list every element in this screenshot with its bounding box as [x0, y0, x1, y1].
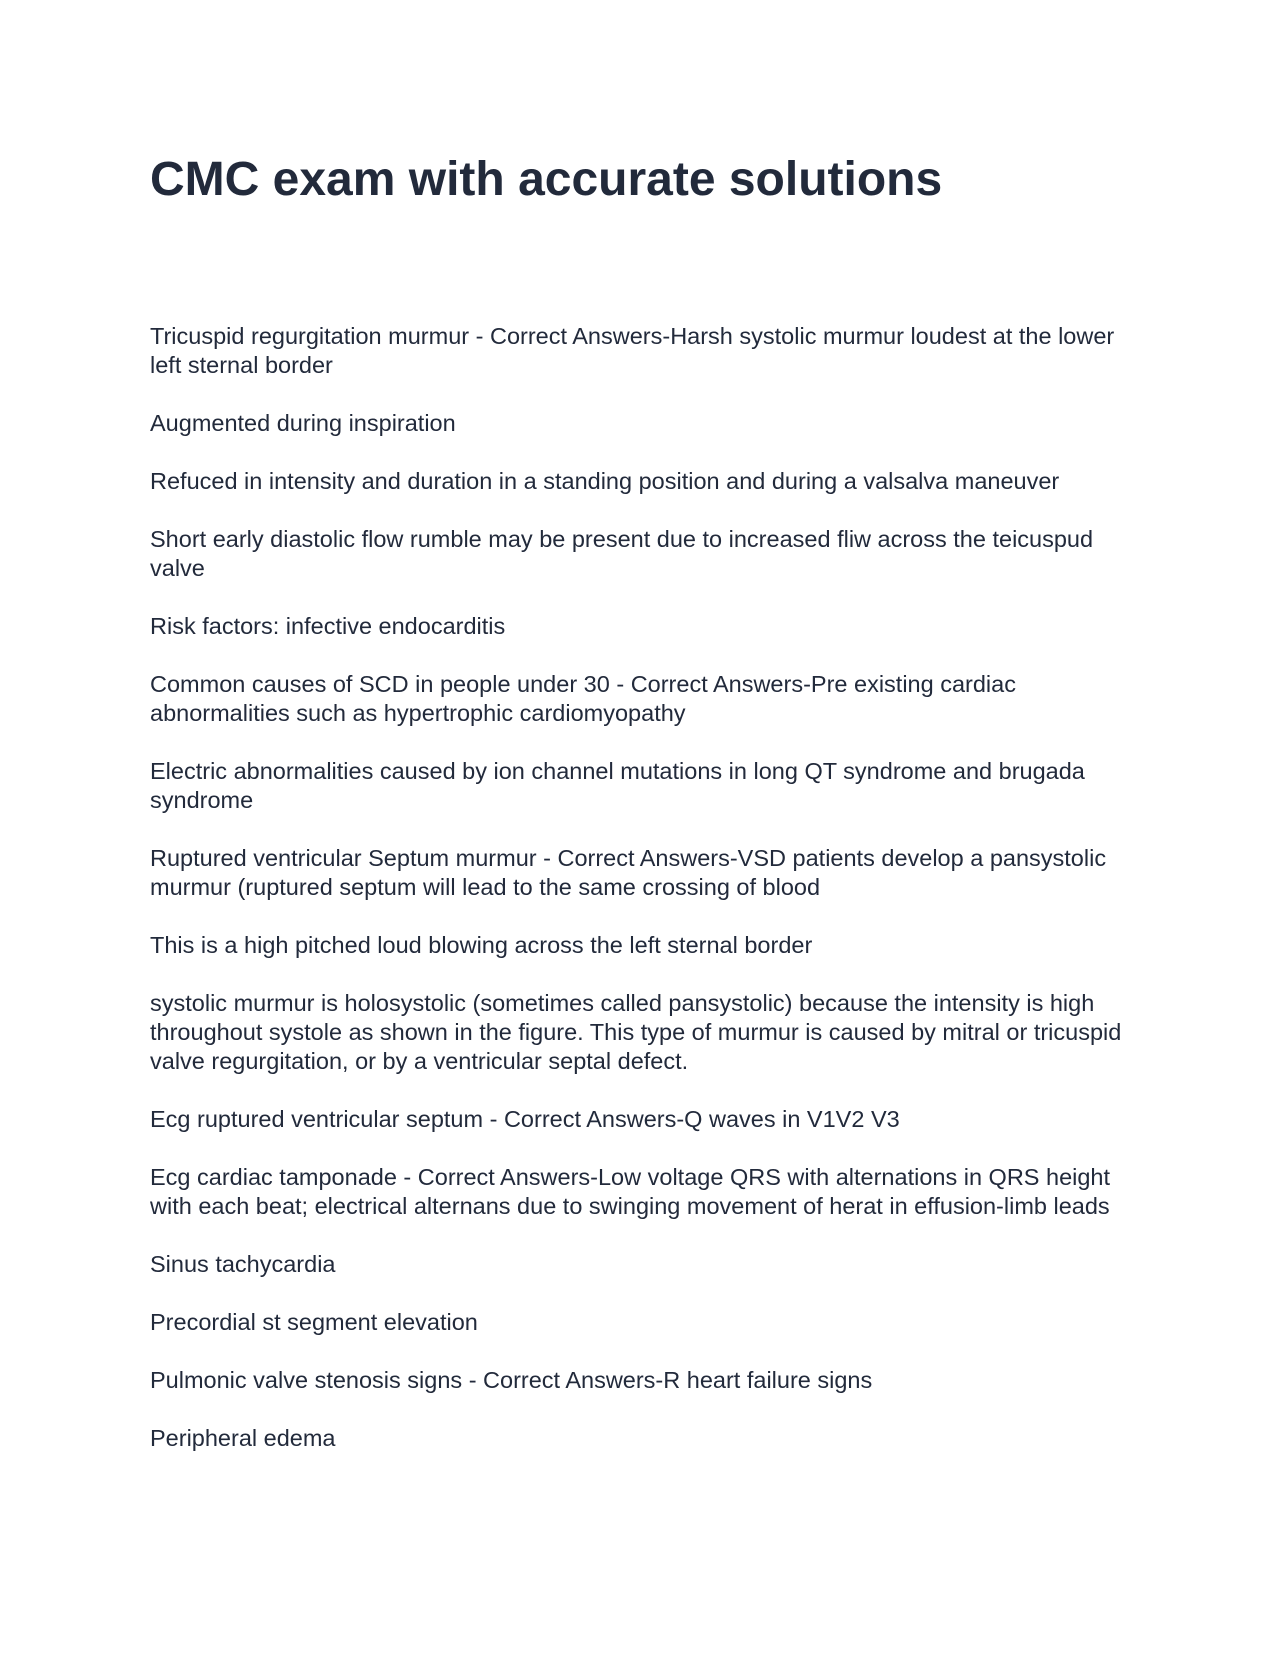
paragraph: Risk factors: infective endocarditis: [150, 613, 506, 639]
document-title: CMC exam with accurate solutions: [150, 153, 943, 206]
paragraph: systolic murmur is holosystolic (sometimes called pansystolic) because the intensity is high throughout systole as shown in the figure. This type of murmur is caused by mitral or tricuspid valve regurgitation, or by a ventricular septal defect.: [150, 990, 1122, 1074]
paragraph: Ecg ruptured ventricular septum - Correct Answers-Q waves in V1V2 V3: [150, 1106, 900, 1132]
paragraph: Ecg cardiac tamponade - Correct Answers-Low voltage QRS with alternations in QRS height with each beat; electrical alternans due to swinging movement of herat in effusion-limb leads: [150, 1164, 1111, 1219]
paragraph: Common causes of SCD in people under 30 - Correct Answers-Pre existing cardiac abnormalities such as hypertrophic cardiomyopathy: [150, 671, 1016, 726]
paragraph: This is a high pitched loud blowing across the left sternal border: [150, 932, 813, 958]
paragraph: Precordial st segment elevation: [150, 1309, 478, 1335]
paragraph: Electric abnormalities caused by ion channel mutations in long QT syndrome and brugada syndrome: [150, 758, 1085, 813]
paragraph: Short early diastolic flow rumble may be present due to increased fliw across the teicuspud valve: [150, 526, 1094, 581]
paragraph: Refuced in intensity and duration in a standing position and during a valsalva maneuver: [150, 468, 1060, 494]
document-body: [150, 322, 1130, 1482]
paragraph: Augmented during inspiration: [150, 410, 456, 436]
paragraph: Tricuspid regurgitation murmur - Correct Answers-Harsh systolic murmur loudest at the lower left sternal border: [150, 323, 1115, 378]
paragraph: Peripheral edema: [150, 1425, 336, 1451]
paragraph: Sinus tachycardia: [150, 1251, 336, 1277]
paragraph: Pulmonic valve stenosis signs - Correct Answers-R heart failure signs: [150, 1367, 873, 1393]
paragraph: Ruptured ventricular Septum murmur - Correct Answers-VSD patients develop a pansystolic murmur (ruptured septum will lead to the same crossing of blood: [150, 845, 1107, 900]
